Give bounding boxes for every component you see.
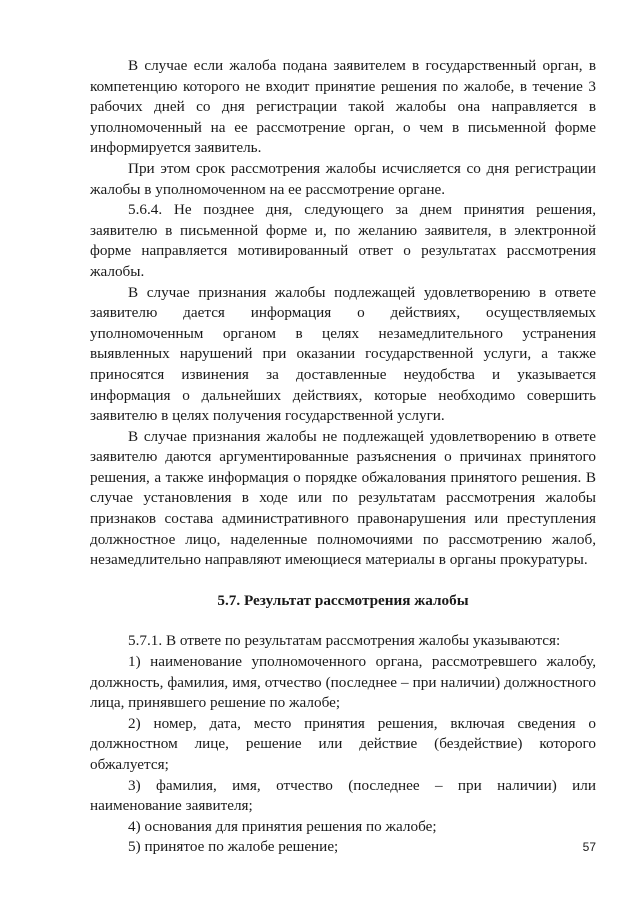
list-item-5: 5) принятое по жалобе решение; (128, 838, 339, 856)
paragraph-5-7-1: 5.7.1. В ответе по результатам рассмотрения жалобы указываются: (128, 632, 561, 650)
list-item-2: 2) номер, дата, место принятия решения, включая сведения о должностном лице, решение или действие (бездействие) которого обжалуется; (90, 714, 596, 773)
document-page (90, 56, 596, 858)
paragraph-satisfied: В случае признания жалобы подлежащей удовлетворению в ответе заявителю дается информация о действиях, осуществляемых уполномоченным органом в целях незамедлительного устранения выявленных нарушений при оказании государственной услуги, а также приносятся извинения за доставленные неудобства и указывается информация о дальнейших действиях, которые необходимо совершить заявителю в целях получения государственной услуги. (90, 283, 596, 425)
list-item-3: 3) фамилия, имя, отчество (последнее – при наличии) или наименование заявителя; (90, 776, 596, 815)
paragraph-forwarding: В случае если жалоба подана заявителем в государственный орган, в компетенцию которого не входит принятие решения по жалобе, в течение 3 рабочих дней со дня регистрации такой жалобы она направляется в уполномоченный на ее рассмотрение орган, о чем в письменной форме информируется заявитель. (90, 57, 596, 157)
page-number: 57 (582, 840, 596, 854)
list-item-4: 4) основания для принятия решения по жалобе; (128, 817, 437, 835)
paragraph-deadline: При этом срок рассмотрения жалобы исчисляется со дня регистрации жалобы в уполномоченном на ее рассмотрение органе. (90, 159, 596, 198)
paragraph-5-6-4: 5.6.4. Не позднее дня, следующего за днем принятия решения, заявителю в письменной форме и, по желанию заявителя, в электронной форме направляется мотивированный ответ о результатах рассмотрения жалобы. (90, 201, 596, 280)
paragraph-not-satisfied: В случае признания жалобы не подлежащей удовлетворению в ответе заявителю даются аргументированные разъяснения о причинах принятого решения, а также информация о порядке обжалования принятого решения. В случае установления в ходе или по результатам рассмотрения жалобы признаков состава административного правонарушения или преступления должностное лицо, наделенные полномочиями по рассмотрению жалоб, незамедлительно направляют имеющиеся материалы в органы прокуратуры. (90, 427, 596, 569)
section-heading-5-7: 5.7. Результат рассмотрения жалобы (217, 591, 469, 609)
list-item-1: 1) наименование уполномоченного органа, рассмотревшего жалобу, должность, фамилия, имя, отчество (последнее – при наличии) должностного лица, принявшего решение по жалобе; (90, 653, 596, 712)
